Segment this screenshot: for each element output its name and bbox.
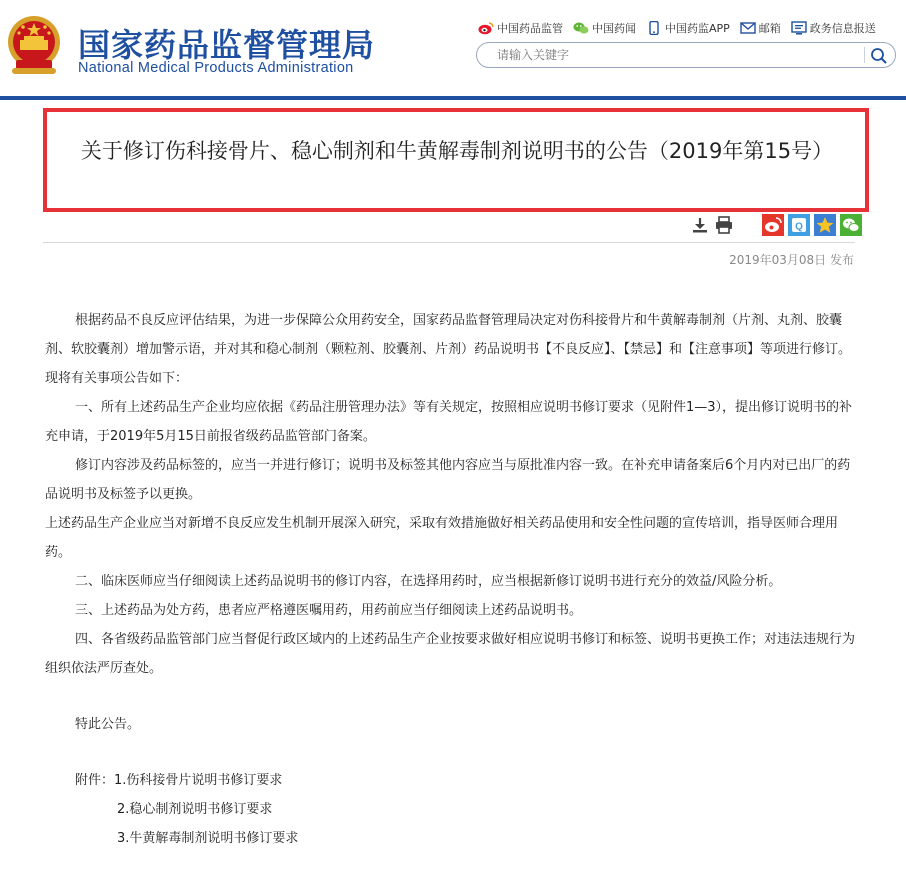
attachment-link[interactable]: 1.伤科接骨片说明书修订要求 bbox=[114, 773, 283, 788]
wechat-icon bbox=[573, 21, 589, 35]
top-link-label: 政务信息报送 bbox=[809, 22, 876, 35]
article-tools bbox=[690, 214, 862, 236]
phone-icon bbox=[646, 21, 662, 35]
top-link-label: 中国药闻 bbox=[592, 22, 636, 35]
top-link-app[interactable] bbox=[646, 20, 730, 36]
top-link-report[interactable] bbox=[791, 20, 876, 36]
publish-date: 2019年03月08日 发布 bbox=[729, 253, 854, 267]
paragraph: 一、所有上述药品生产企业均应依据《药品注册管理办法》等有关规定，按照相应说明书修订要求（见附件1—3），提出修订说明书的补充申请，于2019年5月15日前报省级药品监管部门备案。 bbox=[45, 400, 853, 444]
national-emblem-icon[interactable] bbox=[6, 14, 62, 76]
download-icon[interactable] bbox=[690, 215, 710, 235]
spacer bbox=[45, 683, 857, 710]
search-input[interactable] bbox=[497, 46, 847, 64]
spacer bbox=[45, 739, 857, 766]
weibo-share-icon[interactable] bbox=[762, 214, 784, 236]
search-divider bbox=[864, 47, 865, 63]
top-link-label: 中国药品监管 bbox=[497, 22, 563, 35]
attachment-link[interactable]: 3.牛黄解毒制剂说明书修订要求 bbox=[117, 831, 299, 846]
mail-icon bbox=[740, 21, 756, 35]
qzone-share-icon[interactable] bbox=[788, 214, 810, 236]
paragraph: 上述药品生产企业应当对新增不良反应发生机制开展深入研究，采取有效措施做好相关药品使用和安全性问题的宣传培训，指导医师合理用药。 bbox=[45, 516, 839, 560]
search-icon[interactable] bbox=[869, 46, 889, 66]
weibo-icon bbox=[478, 21, 494, 35]
print-icon[interactable] bbox=[714, 215, 734, 235]
paragraph: 三、上述药品为处方药，患者应严格遵医嘱用药，用药前应当仔细阅读上述药品说明书。 bbox=[75, 603, 583, 618]
paragraph: 修订内容涉及药品标签的，应当一并进行修订；说明书及标签其他内容应当与原批准内容一致。在补充申请备案后6个月内对已出厂的药品说明书及标签予以更换。 bbox=[45, 458, 851, 502]
article-title-box bbox=[43, 108, 869, 212]
attachments-label: 附件： bbox=[75, 773, 115, 788]
paragraph: 四、各省级药品监管部门应当督促行政区域内的上述药品生产企业按要求做好相应说明书修订和标签、说明书更换工作；对违法违规行为组织依法严厉查处。 bbox=[45, 632, 856, 676]
paragraph: 二、临床医师应当仔细阅读上述药品说明书的修订内容，在选择用药时，应当根据新修订说明书进行充分的效益/风险分析。 bbox=[75, 574, 782, 589]
site-title-en[interactable]: National Medical Products Administration bbox=[78, 60, 354, 76]
top-link-weibo[interactable] bbox=[478, 20, 563, 36]
top-link-label: 邮箱 bbox=[758, 22, 781, 35]
report-icon bbox=[791, 21, 807, 35]
search-box bbox=[476, 42, 896, 68]
attachment-list bbox=[45, 766, 857, 795]
article-body bbox=[45, 306, 857, 853]
meta-divider bbox=[43, 242, 855, 243]
top-links bbox=[478, 20, 876, 36]
wechat-share-icon[interactable] bbox=[840, 214, 862, 236]
paragraph: 根据药品不良反应评估结果，为进一步保障公众用药安全，国家药品监督管理局决定对伤科接骨片和牛黄解毒制剂（片剂、丸剂、胶囊剂、软胶囊剂）增加警示语，并对其和稳心制剂（颗粒剂、胶囊剂、片剂）药品说明书【不良反应】、【禁忌】和【注意事项】等项进行修订。现将有关事项公告如下： bbox=[45, 313, 852, 386]
attachment-link[interactable]: 2.稳心制剂说明书修订要求 bbox=[117, 802, 273, 817]
top-link-mail[interactable] bbox=[740, 20, 781, 36]
site-header bbox=[0, 0, 906, 96]
closing-line: 特此公告。 bbox=[75, 717, 141, 732]
favorite-share-icon[interactable] bbox=[814, 214, 836, 236]
site-title-cn[interactable]: 国家药品监督管理局 bbox=[78, 26, 376, 64]
svg-text:Q: Q bbox=[795, 221, 803, 233]
header-rule bbox=[0, 96, 906, 100]
top-link-wechat[interactable] bbox=[573, 20, 636, 36]
article-title: 关于修订伤科接骨片、稳心制剂和牛黄解毒制剂说明书的公告（2019年第15号） bbox=[80, 139, 834, 163]
top-link-label: 中国药监APP bbox=[665, 22, 730, 35]
